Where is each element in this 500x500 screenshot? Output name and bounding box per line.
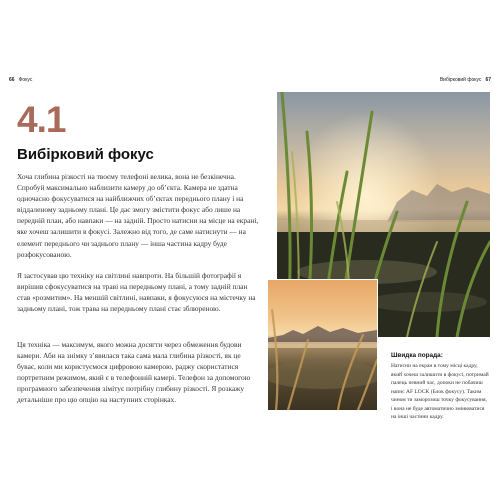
quick-tip-title: Швидка порада:: [391, 352, 443, 359]
running-title-left: Фокус: [18, 77, 33, 83]
running-title-right: Вибірковий фокус: [439, 77, 482, 83]
small-photo-town-background: [268, 280, 377, 410]
section-title: Вибірковий фокус: [17, 146, 154, 163]
header-right: [440, 77, 491, 83]
page-number-right: 67: [485, 77, 491, 83]
body-paragraph-3: Ця техніка — максимум, якого можна досягти через обмеження будови камери. Аби на знімку з’явилася така сама мала глибина різкості, як це буває, коли ми користуємося цифровою камерою, раджу скористатися портретним режимом, який є в телефонній камері. Телефон за допомогою програмного забезпечення зімітує потрібну глибину різкості. Я розкажу детальніше про цю опцію на наступних сторінках.: [17, 340, 251, 405]
body-paragraph-2: Я застосував цю техніку на світлині навпроти. На більшій фотографії я вирішив сфокусуватися на траві на передньому плані, а тому задній план став «розмитим». На меншій світлині, навпаки, я фокусуюся на містечку на задньому плані, тож трава на передньому плані стає зблюреною.: [17, 271, 256, 314]
header-left: [9, 77, 32, 83]
page-number-left: 66: [9, 77, 15, 83]
small-photo-image: [268, 280, 377, 410]
section-number: 4.1: [17, 99, 66, 140]
quick-tip-text: Натисни на екран в тому місці кадру, який хочеш залишити в фокусі, потримай палець певний час, допоки не побачиш напис AF LOCK (Блок фокусу). Таким чином ти заморозиш точку фокусування, і вона не буде автоматично змінюватися на інші частини кадру.: [391, 363, 489, 420]
body-paragraph-1: Хоча глибина різкості на твоєму телефоні велика, вона не безкінечна. Спробуй максимально наблизити камеру до об’єкта. Камера не здатна одночасно фокусуватися на найближчих об’єктах переднього плану і на віддаленому задньому плані. Це дає змогу змістити фокус або лише на передній план, або навпаки — на задній. Просто натисни на місце на екрані, яке хочеш залишити в фокусі. Залежно від того, де саме натиснути — на елемент переднього чи заднього плану — інша частина кадру буде розфокусованою.: [17, 172, 259, 259]
